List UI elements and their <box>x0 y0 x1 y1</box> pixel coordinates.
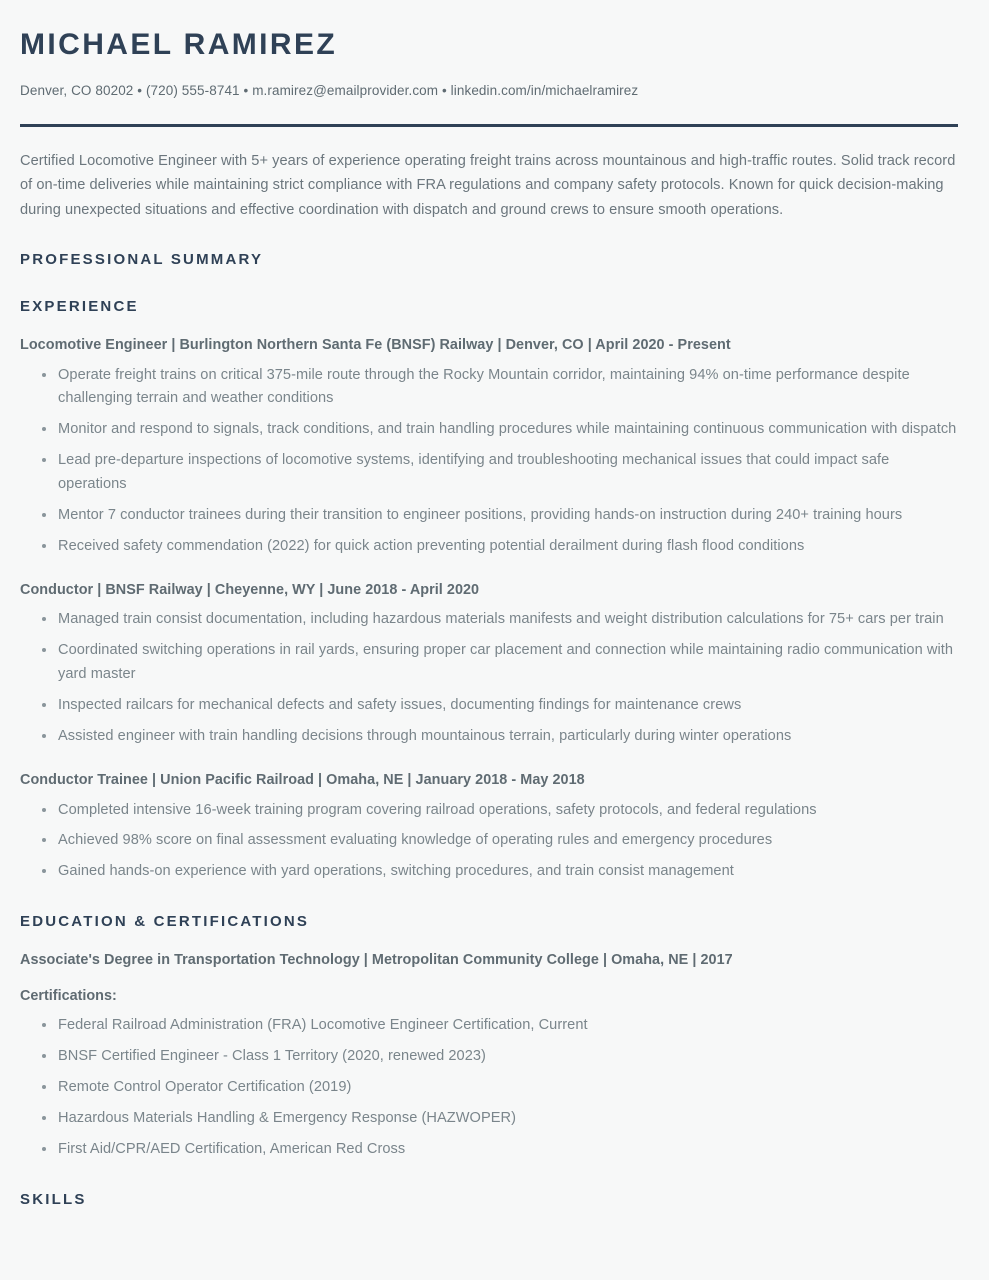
bullet-text: Mentor 7 conductor trainees during their transition to engineer positions, providing hands-on instruction during 240+ training hours <box>58 507 903 524</box>
bullet-text: Received safety commendation (2022) for quick action preventing potential derailment during flash flood conditions <box>58 538 805 555</box>
bullet-dot-icon <box>42 458 46 462</box>
certifications-list <box>20 1014 958 1162</box>
bullet-dot-icon <box>42 1023 46 1027</box>
section-heading-experience: EXPERIENCE <box>20 298 139 316</box>
bullet-text: Remote Control Operator Certification (2019) <box>58 1078 352 1095</box>
list-item <box>20 449 958 497</box>
list-item <box>20 418 958 442</box>
bullet-text: Gained hands-on experience with yard operations, switching procedures, and train consist management <box>58 863 734 880</box>
section-heading-professional-summary: PROFESSIONAL SUMMARY <box>20 251 264 269</box>
bullet-dot-icon <box>42 1147 46 1151</box>
bullet-text: First Aid/CPR/AED Certification, American Red Cross <box>58 1140 406 1157</box>
bullet-text: Assisted engineer with train handling decisions through mountainous terrain, particularly during winter operations <box>58 728 792 745</box>
bullet-dot-icon <box>42 427 46 431</box>
list-item <box>20 725 958 749</box>
experience-bullet-list <box>20 799 958 885</box>
bullet-dot-icon <box>42 808 46 812</box>
bullet-dot-icon <box>42 373 46 377</box>
list-item <box>20 1014 958 1038</box>
bullet-text: Completed intensive 16-week training program covering railroad operations, safety protocols, and federal regulations <box>58 801 817 818</box>
list-item <box>20 535 958 559</box>
bullet-dot-icon <box>42 544 46 548</box>
list-item <box>20 608 958 632</box>
experience-bullet-list <box>20 364 958 559</box>
bullet-dot-icon <box>42 1054 46 1058</box>
bullet-text: Federal Railroad Administration (FRA) Locomotive Engineer Certification, Current <box>58 1017 588 1034</box>
list-item <box>20 799 958 823</box>
bullet-text: Managed train consist documentation, including hazardous materials manifests and weight distribution calculations for 75+ cars per train <box>58 611 944 628</box>
list-item <box>20 639 958 687</box>
list-item <box>20 860 958 884</box>
bullet-dot-icon <box>42 648 46 652</box>
list-item <box>20 1107 958 1131</box>
bullet-text: Coordinated switching operations in rail yards, ensuring proper car placement and connection while maintaining radio communication with yard master <box>58 642 954 683</box>
bullet-dot-icon <box>42 869 46 873</box>
bullet-text: Achieved 98% score on final assessment evaluating knowledge of operating rules and emergency procedures <box>58 832 773 849</box>
bullet-text: Operate freight trains on critical 375-mile route through the Rocky Mountain corridor, maintaining 94% on-time performance despite challenging terrain and weather conditions <box>58 366 910 407</box>
list-item <box>20 504 958 528</box>
section-heading-education-certifications: EDUCATION & CERTIFICATIONS <box>20 913 310 931</box>
bullet-text: Hazardous Materials Handling & Emergency Response (HAZWOPER) <box>58 1109 517 1126</box>
list-item <box>20 1076 958 1100</box>
header-divider <box>20 124 958 127</box>
section-heading-skills: SKILLS <box>20 1190 87 1208</box>
experience-bullet-list <box>20 608 958 749</box>
summary-paragraph: Certified Locomotive Engineer with 5+ years of experience operating freight trains across mountainous and high-traffic routes. Solid track record of on-time deliveries while maintaining strict compliance with FRA regulations and company safety protocols. Known for quick decision-making during unexpected situations and effective coordination with dispatch and ground crews to ensure smooth operations. <box>20 153 956 218</box>
contact-line: Denver, CO 80202 • (720) 555-8741 • m.ramirez@emailprovider.com • linkedin.com/in/michaelramirez <box>20 82 639 98</box>
list-item <box>20 829 958 853</box>
experience-entry-title: Conductor | BNSF Railway | Cheyenne, WY | June 2018 - April 2020 <box>20 582 480 599</box>
bullet-text: Lead pre-departure inspections of locomotive systems, identifying and troubleshooting mechanical issues that could impact safe operations <box>58 452 890 493</box>
education-degree: Associate's Degree in Transportation Technology | Metropolitan Community College | Omaha, NE | 2017 <box>20 952 733 969</box>
bullet-text: BNSF Certified Engineer - Class 1 Territory (2020, renewed 2023) <box>58 1048 486 1065</box>
bullet-dot-icon <box>42 1085 46 1089</box>
bullet-dot-icon <box>42 1116 46 1120</box>
bullet-dot-icon <box>42 703 46 707</box>
list-item <box>20 364 958 412</box>
experience-entry-title: Conductor Trainee | Union Pacific Railroad | Omaha, NE | January 2018 - May 2018 <box>20 772 585 789</box>
bullet-text: Inspected railcars for mechanical defects and safety issues, documenting findings for maintenance crews <box>58 697 742 714</box>
experience-entry-title: Locomotive Engineer | Burlington Northern Santa Fe (BNSF) Railway | Denver, CO | April 2020 - Present <box>20 337 731 354</box>
bullet-dot-icon <box>42 513 46 517</box>
list-item <box>20 1138 958 1162</box>
bullet-dot-icon <box>42 734 46 738</box>
bullet-text: Monitor and respond to signals, track conditions, and train handling procedures while maintaining continuous communication with dispatch <box>58 421 957 438</box>
bullet-dot-icon <box>42 838 46 842</box>
list-item <box>20 694 958 718</box>
list-item <box>20 1045 958 1069</box>
candidate-name: MICHAEL RAMIREZ <box>20 28 338 61</box>
certifications-label: Certifications: <box>20 987 117 1004</box>
bullet-dot-icon <box>42 617 46 621</box>
